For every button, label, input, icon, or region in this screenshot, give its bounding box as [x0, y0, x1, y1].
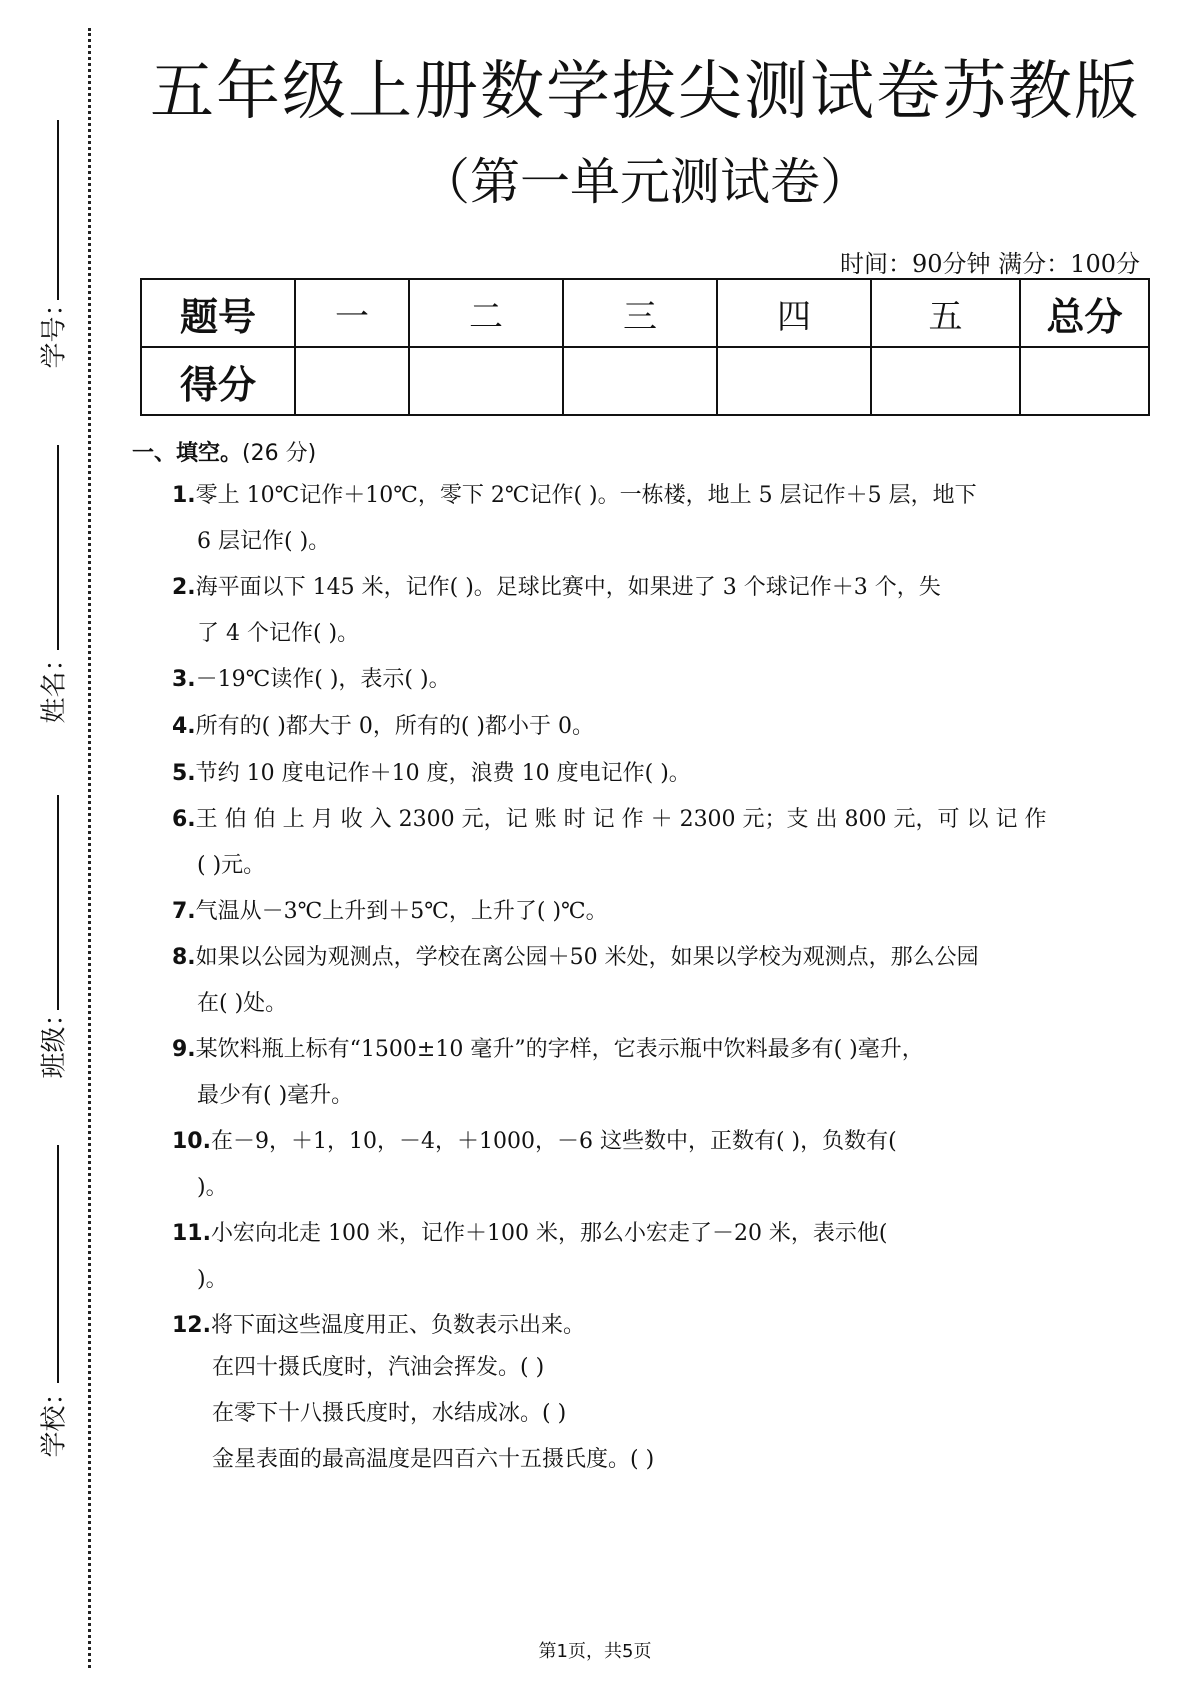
question-5 — [172, 751, 1082, 797]
score-cell-section-2: 二 — [409, 279, 563, 347]
score-input-total[interactable] — [1020, 347, 1149, 415]
section-heading — [132, 436, 316, 467]
page-subtitle: （第一单元测试卷） — [420, 153, 870, 211]
question-text-continued: 最少有( )毫升。 — [197, 1083, 354, 1108]
question-number: 2. — [172, 575, 196, 600]
question-number: 12. — [172, 1313, 211, 1338]
question-7 — [172, 889, 1082, 935]
student-id-label: 学号： — [39, 290, 70, 369]
score-input-4[interactable] — [717, 347, 871, 415]
question-text-continued: 6 层记作( )。 — [197, 529, 331, 554]
question-text-continued: )。 — [197, 1175, 228, 1200]
sub-item-2: 在零下十八摄氏度时，水结成冰。( ) — [212, 1401, 567, 1426]
score-table-header-row — [141, 279, 1149, 347]
name-field — [8, 445, 78, 735]
student-id-blank — [57, 120, 59, 300]
question-6 — [172, 797, 1082, 889]
score-table — [140, 278, 1150, 416]
student-id-field — [8, 120, 78, 380]
question-number: 9. — [172, 1037, 196, 1062]
question-9 — [172, 1027, 1082, 1119]
question-number: 8. — [172, 945, 196, 970]
question-number: 6. — [172, 807, 196, 832]
question-number: 7. — [172, 899, 196, 924]
question-8 — [172, 935, 1082, 1027]
score-input-2[interactable] — [409, 347, 563, 415]
question-text-continued: 在( )处。 — [197, 991, 288, 1016]
question-number: 5. — [172, 761, 196, 786]
score-table-score-row — [141, 347, 1149, 415]
question-number: 4. — [172, 714, 196, 739]
score-cell-section-4: 四 — [717, 279, 871, 347]
score-input-1[interactable] — [295, 347, 409, 415]
cut-dotted-line — [88, 28, 91, 1668]
school-label: 学校： — [39, 1379, 70, 1458]
section-title: 一、填空。 — [132, 441, 243, 466]
question-text: －19℃读作( )，表示( )。 — [195, 667, 451, 692]
score-cell-label: 题号 — [141, 279, 295, 347]
score-input-3[interactable] — [563, 347, 717, 415]
question-text: 气温从－3℃上升到＋5℃，上升了( )℃。 — [195, 899, 608, 924]
binding-strip — [0, 0, 110, 1682]
question-10 — [172, 1119, 1082, 1211]
question-4 — [172, 704, 1082, 750]
question-11 — [172, 1211, 1082, 1303]
score-cell-section-1: 一 — [295, 279, 409, 347]
question-text: 小宏向北走 100 米，记作＋100 米，那么小宏走了－20 米，表示他( — [210, 1221, 888, 1246]
class-blank — [57, 795, 59, 1010]
question-text: 所有的( )都大于 0，所有的( )都小于 0。 — [195, 714, 594, 739]
school-blank — [57, 1145, 59, 1383]
question-text: 在－9，＋1，10，－4，＋1000，－6 这些数中，正数有( )，负数有( — [210, 1129, 897, 1154]
question-2 — [172, 565, 1082, 657]
question-number: 3. — [172, 667, 196, 692]
question-number: 10. — [172, 1129, 211, 1154]
question-text: 零上 10℃记作＋10℃，零下 2℃记作( )。一栋楼，地上 5 层记作＋5 层，地下 — [195, 483, 977, 508]
score-row-label: 得分 — [141, 347, 295, 415]
class-field — [8, 795, 78, 1095]
section-points: (26 分) — [242, 441, 317, 466]
time-score-info: 时间：90分钟 满分：100分 — [840, 250, 1140, 278]
score-cell-section-5: 五 — [871, 279, 1020, 347]
score-input-5[interactable] — [871, 347, 1020, 415]
question-text: 某饮料瓶上标有“1500±10 毫升”的字样，它表示瓶中饮料最多有( )毫升， — [195, 1037, 924, 1062]
question-text: 将下面这些温度用正、负数表示出来。 — [210, 1313, 585, 1338]
question-number: 11. — [172, 1221, 211, 1246]
question-text-continued: 了 4 个记作( )。 — [197, 621, 360, 646]
question-text-continued: ( )元。 — [197, 853, 266, 878]
question-1 — [172, 473, 1082, 565]
question-text-continued: )。 — [197, 1267, 228, 1292]
page-footer: 第1页，共5页 — [538, 1641, 652, 1662]
sub-item-1: 在四十摄氏度时，汽油会挥发。( ) — [212, 1355, 545, 1380]
question-text: 如果以公园为观测点，学校在离公园＋50 米处，如果以学校为观测点，那么公园 — [195, 945, 979, 970]
question-text: 王 伯 伯 上 月 收 入 2300 元，记 账 时 记 作 ＋ 2300 元；支 出 800 元，可 以 记 作 — [195, 807, 1047, 832]
name-blank — [57, 445, 59, 650]
school-field — [8, 1145, 78, 1475]
score-cell-section-3: 三 — [563, 279, 717, 347]
question-3 — [172, 657, 1082, 703]
name-label: 姓名： — [39, 645, 70, 724]
page-title: 五年级上册数学拔尖测试卷苏教版 — [150, 55, 1140, 129]
score-cell-total: 总分 — [1020, 279, 1149, 347]
sub-item-3: 金星表面的最高温度是四百六十五摄氏度。( ) — [212, 1447, 655, 1472]
class-label: 班级： — [39, 1000, 70, 1079]
question-text: 节约 10 度电记作＋10 度，浪费 10 度电记作( )。 — [195, 761, 691, 786]
question-12 — [172, 1303, 1082, 1349]
question-number: 1. — [172, 483, 196, 508]
question-text: 海平面以下 145 米，记作( )。足球比赛中，如果进了 3 个球记作＋3 个，失 — [195, 575, 941, 600]
